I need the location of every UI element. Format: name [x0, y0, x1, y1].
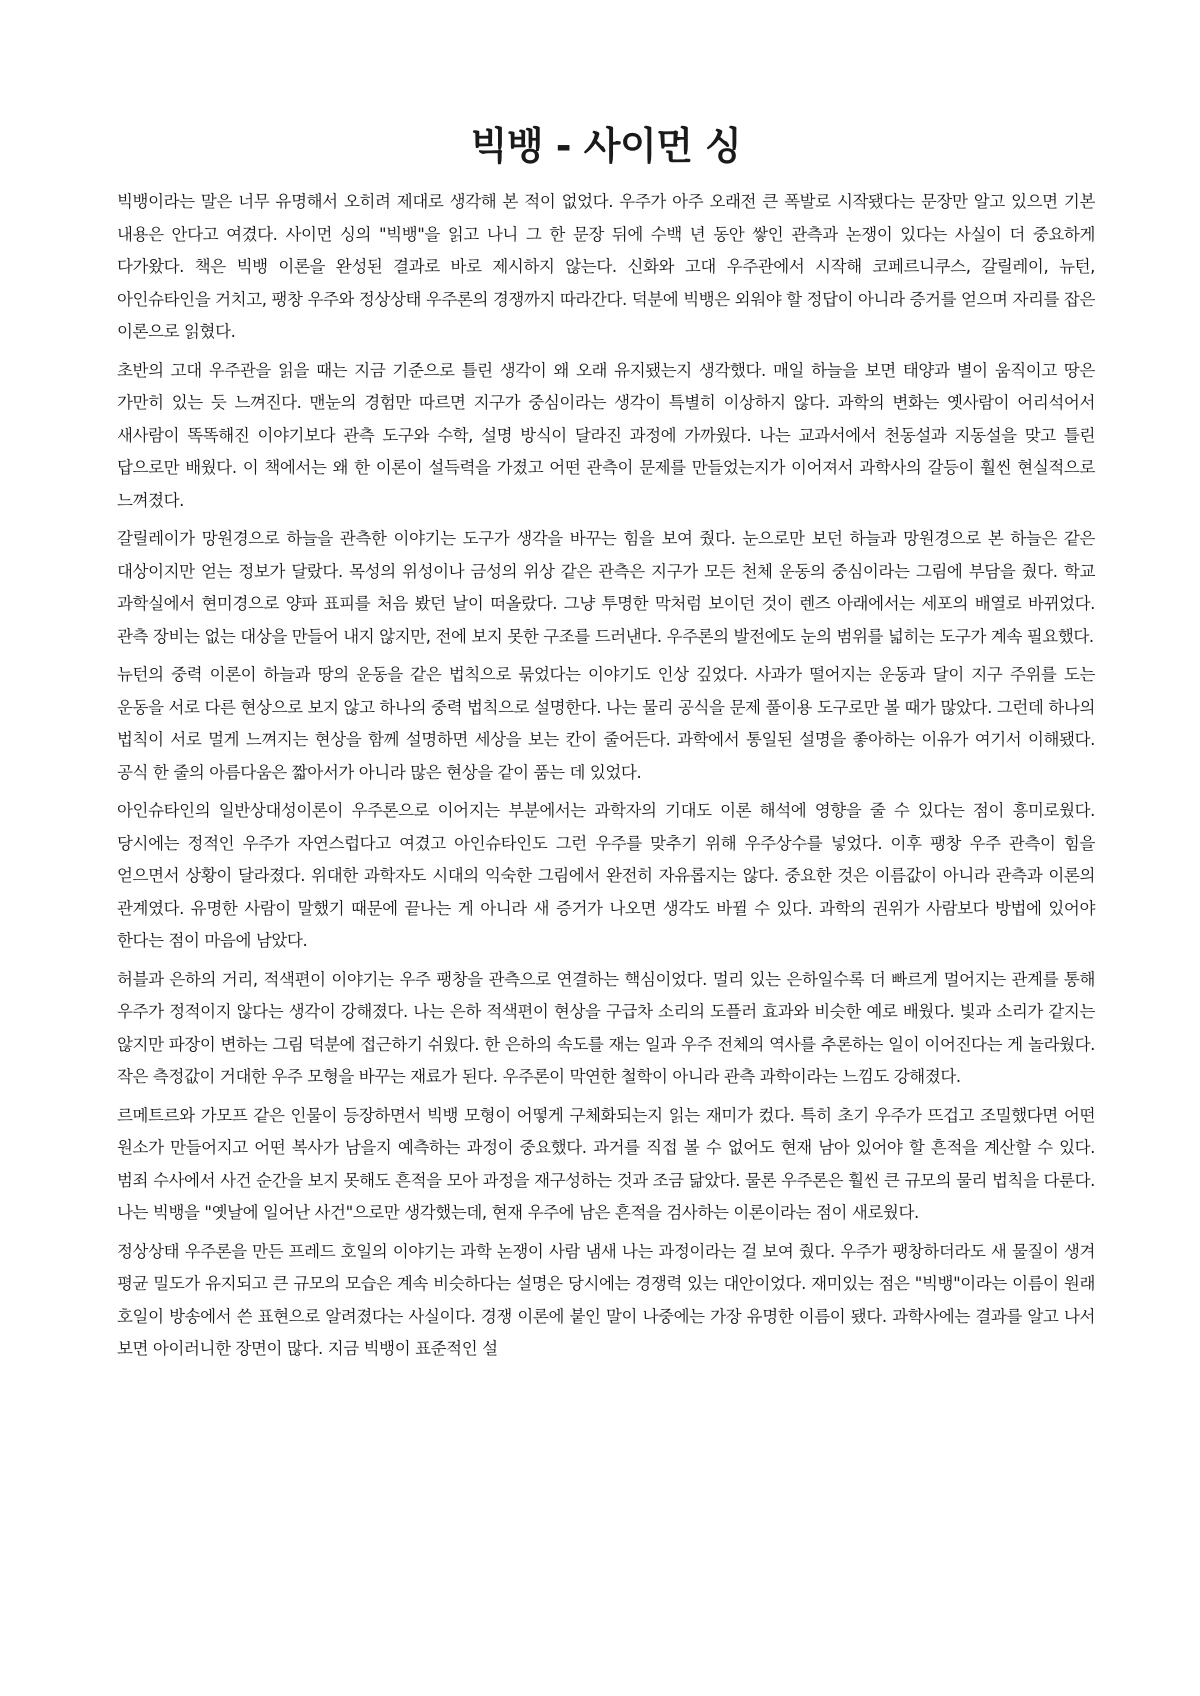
- paragraph: 정상상태 우주론을 만든 프레드 호일의 이야기는 과학 논쟁이 사람 냄새 나는 과정이라는 걸 보여 줬다. 우주가 팽창하더라도 새 물질이 생겨 평균 밀도가 유지되고 큰 규모의 모습은 계속 비슷하다는 설명은 당시에는 경쟁력 있는 대안이었다. 재미있는 점은 "빅뱅"이라는 이름이 원래 호일이 방송에서 쓴 표현으로 알려졌다는 사실이다. 경쟁 이론에 붙인 말이 나중에는 가장 유명한 이름이 됐다. 과학사에는 결과를 알고 나서 보면 아이러니한 장면이 많다. 지금 빅뱅이 표준적인 설: [117, 1241, 1095, 1358]
- paragraph: 갈릴레이가 망원경으로 하늘을 관측한 이야기는 도구가 생각을 바꾸는 힘을 보여 줬다. 눈으로만 보던 하늘과 망원경으로 본 하늘은 같은 대상이지만 얻는 정보가 달랐다. 목성의 위성이나 금성의 위상 같은 관측은 지구가 모든 천체 운동의 중심이라는 그림에 부담을 줬다. 학교 과학실에서 현미경으로 양파 표피를 처음 봤던 날이 떠올랐다. 그냥 투명한 막처럼 보이던 것이 렌즈 아래에서는 세포의 배열로 바뀌었다. 관측 장비는 없는 대상을 만들어 내지 않지만, 전에 보지 못한 구조를 드러낸다. 우주론의 발전에도 눈의 범위를 넓히는 도구가 계속 필요했다.: [117, 529, 1095, 646]
- paragraph: 아인슈타인의 일반상대성이론이 우주론으로 이어지는 부분에서는 과학자의 기대도 이론 해석에 영향을 줄 수 있다는 점이 흥미로웠다. 당시에는 정적인 우주가 자연스럽다고 여겼고 아인슈타인도 그런 우주를 맞추기 위해 우주상수를 넣었다. 이후 팽창 우주 관측이 힘을 얻으면서 상황이 달라졌다. 위대한 과학자도 시대의 익숙한 그림에서 완전히 자유롭지는 않다. 중요한 것은 이름값이 아니라 관측과 이론의 관계였다. 유명한 사람이 말했기 때문에 끝나는 게 아니라 새 증거가 나오면 생각도 바뀔 수 있다. 과학의 권위가 사람보다 방법에 있어야 한다는 점이 마음에 남았다.: [117, 801, 1095, 950]
- paragraph: 허블과 은하의 거리, 적색편이 이야기는 우주 팽창을 관측으로 연결하는 핵심이었다. 멀리 있는 은하일수록 더 빠르게 멀어지는 관계를 통해 우주가 정적이지 않다는 생각이 강해졌다. 나는 은하 적색편이 현상을 구급차 소리의 도플러 효과와 비슷한 예로 배웠다. 빛과 소리가 같지는 않지만 파장이 변하는 그림 덕분에 접근하기 쉬웠다. 한 은하의 속도를 재는 일과 우주 전체의 역사를 추론하는 일이 이어진다는 게 놀라웠다. 작은 측정값이 거대한 우주 모형을 바꾸는 재료가 된다. 우주론이 막연한 철학이 아니라 관측 과학이라는 느낌도 강해졌다.: [117, 969, 1095, 1086]
- paragraph: 초반의 고대 우주관을 읽을 때는 지금 기준으로 틀린 생각이 왜 오래 유지됐는지 생각했다. 매일 하늘을 보면 태양과 별이 움직이고 땅은 가만히 있는 듯 느껴진다. 맨눈의 경험만 따르면 지구가 중심이라는 생각이 특별히 이상하지 않다. 과학의 변화는 옛사람이 어리석어서 새사람이 똑똑해진 이야기보다 관측 도구와 수학, 설명 방식이 달라진 과정에 가까웠다. 나는 교과서에서 천동설과 지동설을 맞고 틀린 답으로만 배웠다. 이 책에서는 왜 한 이론이 설득력을 가졌고 어떤 관측이 문제를 만들었는지가 이어져서 과학사의 갈등이 훨씬 현실적으로 느껴졌다.: [117, 360, 1095, 510]
- paragraph: 르메트르와 가모프 같은 인물이 등장하면서 빅뱅 모형이 어떻게 구체화되는지 읽는 재미가 컸다. 특히 초기 우주가 뜨겁고 조밀했다면 어떤 원소가 만들어지고 어떤 복사가 남을지 예측하는 과정이 중요했다. 과거를 직접 볼 수 없어도 현재 남아 있어야 할 흔적을 계산할 수 있다. 범죄 수사에서 사건 순간을 보지 못해도 흔적을 모아 과정을 재구성하는 것과 조금 닮았다. 물론 우주론은 훨씬 큰 규모의 물리 법칙을 다룬다. 나는 빅뱅을 "옛날에 일어난 사건"으로만 생각했는데, 현재 우주에 남은 흔적을 검사하는 이론이라는 점이 새로웠다.: [117, 1105, 1095, 1222]
- paragraph: 빅뱅이라는 말은 너무 유명해서 오히려 제대로 생각해 본 적이 없었다. 우주가 아주 오래전 큰 폭발로 시작됐다는 문장만 알고 있으면 기본 내용은 안다고 여겼다. 사이먼 싱의 "빅뱅"을 읽고 나니 그 한 문장 뒤에 수백 년 동안 쌓인 관측과 논쟁이 있다는 사실이 더 중요하게 다가왔다. 책은 빅뱅 이론을 완성된 결과로 바로 제시하지 않는다. 신화와 고대 우주관에서 시작해 코페르니쿠스, 갈릴레이, 뉴턴, 아인슈타인을 거치고, 팽창 우주와 정상상태 우주론의 경쟁까지 따라간다. 덕분에 빅뱅은 외워야 할 정답이 아니라 증거를 얻으며 자리를 잡은 이론으로 읽혔다.: [117, 192, 1095, 341]
- paragraph: 뉴턴의 중력 이론이 하늘과 땅의 운동을 같은 법칙으로 묶었다는 이야기도 인상 깊었다. 사과가 떨어지는 운동과 달이 지구 주위를 도는 운동을 서로 다른 현상으로 보지 않고 하나의 중력 법칙으로 설명한다. 나는 물리 공식을 문제 풀이용 도구로만 볼 때가 많았다. 그런데 하나의 법칙이 서로 멀게 느껴지는 현상을 함께 설명하면 세상을 보는 칸이 줄어든다. 과학에서 통일된 설명을 좋아하는 이유가 여기서 이해됐다. 공식 한 줄의 아름다움은 짧아서가 아니라 많은 현상을 같이 품는 데 있었다.: [117, 665, 1095, 782]
- document-title: 빅뱅 - 사이먼 싱: [470, 124, 742, 168]
